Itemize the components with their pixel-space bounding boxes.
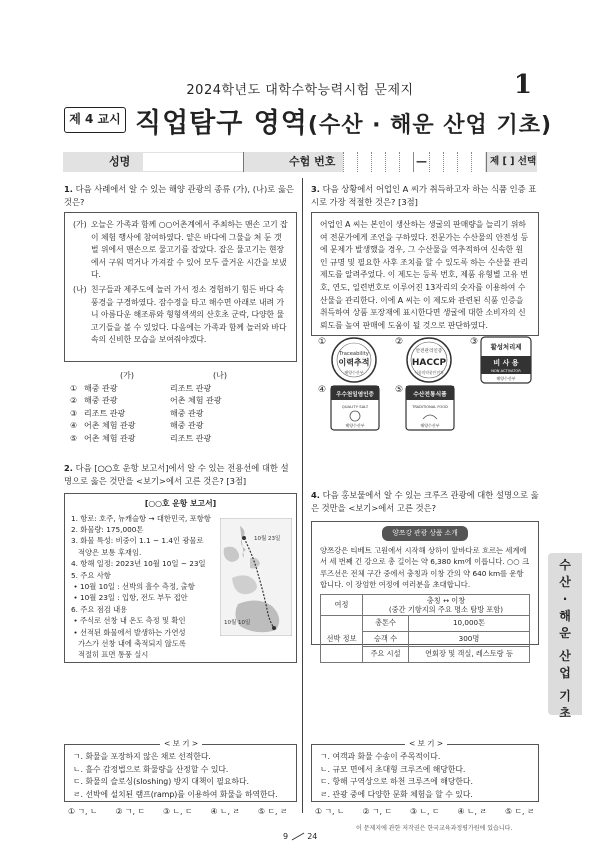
q2-choice[interactable]: ③ ㄴ, ㄷ — [163, 807, 193, 816]
q4-choices — [315, 806, 535, 817]
q4-bogi-box — [311, 744, 539, 802]
copyright-notice: 이 문제지에 관한 저작권은 한국교육과정평가원에 있습니다. — [356, 825, 513, 832]
cert5-bottom: 해양수산부 — [420, 423, 440, 428]
subject-side-tab — [548, 553, 582, 720]
q1-option-a: 해중 관광 — [84, 383, 118, 393]
q3-number: 3. — [311, 184, 320, 194]
q1-option[interactable] — [70, 433, 270, 446]
q1-option-b: 리조트 관광 — [170, 433, 212, 443]
q2-stem — [64, 462, 296, 488]
subject-sub: (수산 · 해운 산업 기초) — [307, 113, 553, 138]
cert3-en: NON ACTIVATOR — [491, 369, 521, 373]
q1-option[interactable] — [70, 395, 270, 408]
q3-num-5: ⑤ — [395, 385, 404, 395]
q2-report-line: 가스가 선창 내에 축적되지 않도록 — [71, 639, 186, 649]
q4-bogi-title: < 보 기 > — [405, 738, 447, 749]
side-tab-char: 산 — [559, 575, 571, 589]
cert4-bottom: 해양수산부 — [345, 423, 365, 428]
q3-stem-text: 다음 상황에서 어업인 A 씨가 취득하고자 하는 식품 인증 표시로 가장 적절한 것은? [3점] — [311, 184, 537, 207]
q2-bogi-item: ㄴ. 흘수 감정법으로 화물량을 산정할 수 있다. — [73, 764, 229, 774]
q1-option-number: ① — [70, 383, 78, 393]
q3-num-2: ② — [395, 337, 404, 347]
q2-report-line: • 주식로 선창 내 온도 측정 및 확인 — [71, 616, 186, 626]
cert3-bottom: 해양수산부 — [496, 376, 516, 381]
q3-num-1: ① — [318, 337, 327, 347]
q2-bogi-item: ㄷ. 화물의 슬로싱(sloshing) 방지 대책이 필요하다. — [73, 777, 249, 787]
q2-report-line: • 10월 23일 : 입항, 전도 부두 접안 — [71, 593, 188, 603]
q2-report-line: 1. 항로: 호주, 뉴캐슬항 → 대한민국, 포항항 — [71, 513, 211, 523]
info-bar — [63, 152, 537, 172]
q4-choice[interactable]: ⑤ ㄷ, ㄹ — [505, 807, 535, 816]
q2-report-line: 6. 주요 점검 내용 — [71, 604, 128, 614]
q4-route-note: (중간 기항지의 주요 명소 탐방 포함) — [388, 604, 504, 614]
q1-col-a: (가) — [120, 371, 134, 380]
q4-bogi-item: ㄷ. 항해 구역상으로 하천 크루즈에 해당한다. — [320, 777, 473, 787]
page-indicator — [283, 832, 317, 841]
page-total: 24 — [307, 832, 318, 841]
q4-row-value: 300명 — [409, 631, 530, 647]
side-tab-char: 산 — [559, 649, 571, 663]
q4-row-key: 승객 수 — [363, 631, 409, 647]
q1-option-b: 어촌 체험 관광 — [170, 396, 222, 406]
q1-option-a: 해중 관광 — [84, 396, 118, 406]
q1-box-a-text: 오늘은 가족과 함께 ○○어촌계에서 주최하는 맨손 고기 잡이 체험 행사에 참여하였다. 얕은 바다에 그물을 쳐 둔 갯벌 위에서 맨손으로 물고기를 잡았다. 잡은 물고기는 현장에서 구워 먹거나 가져갈 수 있어 모두 즐거운 시간을 보냈다. — [91, 220, 288, 280]
choice-label: 제 [ ] 선택 — [490, 156, 537, 167]
q1-col-b: (나) — [213, 371, 227, 380]
q2-bogi-box — [64, 744, 297, 802]
q1-option-b: 해중 관광 — [170, 421, 204, 431]
q2-bogi-item: ㄱ. 화물을 포장하지 않은 채로 선적한다. — [73, 752, 211, 761]
q2-report-line: 2. 화물량: 175,000톤 — [71, 525, 144, 534]
q2-report-title: [○○호 운항 보고서] — [144, 499, 217, 508]
q2-report-line: 4. 항해 일정: 2023년 10월 10일 ~ 23일 — [71, 559, 206, 569]
q2-choice[interactable]: ① ㄱ, ㄴ — [68, 807, 98, 816]
q1-option-a: 리조트 관광 — [84, 408, 126, 418]
traceability-mark-icon — [330, 336, 378, 384]
q4-promo-box — [311, 521, 539, 659]
q4-number: 4. — [311, 490, 320, 500]
q1-option-number: ② — [70, 396, 78, 406]
cert5-top: 수산전통식품 — [413, 392, 447, 398]
side-tab-char: 수 — [559, 558, 571, 572]
non-activator-mark-icon — [480, 336, 532, 384]
q3-stem — [311, 183, 541, 209]
cert1-bottom: 해양수산부 — [344, 370, 364, 375]
cert4-en: QUALITY SALT — [341, 404, 369, 409]
q1-box-b-label: (나) — [73, 284, 87, 294]
cert2-main: HACCP — [411, 358, 447, 368]
q2-report-box — [64, 493, 297, 663]
q2-stem-text: 다음 [○○호 운항 보고서]에서 알 수 있는 전용선에 대한 설명으로 옳은 것만을 <보기>에서 고른 것은? [3점] — [64, 463, 289, 486]
quality-salt-mark-icon — [330, 385, 380, 431]
q2-choice[interactable]: ④ ㄴ, ㄹ — [210, 807, 240, 816]
exam-number-field[interactable] — [343, 152, 485, 172]
side-tab-char: 운 — [559, 626, 571, 640]
side-tab-char: · — [562, 592, 568, 606]
q4-choice[interactable]: ③ ㄴ, ㄷ — [410, 807, 440, 816]
q2-map-label-departure: 10월 10일 — [224, 620, 251, 626]
q3-box-text: 어업인 A 씨는 본인이 생산하는 생굴의 판매량을 늘리기 위하여 전문가에게 조언을 구하였다. 전문가는 수산물의 안전성 등에 문제가 발생했을 경우, 그 수산물을 역추적하여 신속한 원인 규명 및 필요한 사후 조치를 할 수 있도록 하는 수산물 관리 제도를 알려주었다. 이 제도는 등록 번호, 제품 유형별 고유 번호, 연도, 일련번호로 이루어진 13자리의 숫자를 이용하여 수산물을 관리한다. 이에 A 씨는 이 제도와 관련된 식품 인증을 취득하여 상품 포장재에 표시한다면 생굴에 대한 소비자의 신뢰도를 높여 판매에 도움이 될 것으로 판단하였다. — [320, 220, 529, 330]
cert3-top: 활성처리제 — [490, 343, 522, 351]
q4-bogi-item: ㄴ. 규모 면에서 초대형 크루즈에 해당한다. — [320, 764, 466, 774]
q4-row-key: 주요 시설 — [363, 647, 409, 663]
q2-bogi-item: ㄹ. 선박에 설치된 램프(ramp)를 이용하여 화물을 하역한다. — [73, 789, 278, 799]
q1-option-b: 리조트 관광 — [170, 383, 212, 393]
q1-option-number: ④ — [70, 421, 78, 431]
q3-situation-box — [311, 212, 539, 336]
exam-number-dash: — — [413, 152, 429, 172]
q2-number: 2. — [64, 463, 73, 473]
q1-option-number: ⑤ — [70, 433, 78, 443]
name-label: 성명 — [109, 155, 131, 168]
cert2-bottom: 식품의약품안전처 — [414, 370, 444, 375]
q4-promo-title: 양쯔강 관광 상품 소개 — [382, 526, 468, 541]
column-divider — [302, 178, 303, 813]
q1-option[interactable] — [70, 383, 270, 396]
cert4-top: 우수천일염인증 — [336, 392, 374, 398]
q2-bogi-title: < 보 기 > — [160, 738, 202, 749]
q4-tour-table — [320, 594, 530, 663]
q4-bogi-item: ㄱ. 여객과 화물 수송이 주목적이다. — [320, 752, 441, 761]
q1-option-a: 어촌 체험 관광 — [84, 433, 136, 443]
exam-title: 2024학년도 대학수학능력시험 문제지 — [186, 83, 414, 98]
q2-report-line: 적절히 표면 통풍 실시 — [71, 650, 149, 660]
q1-stem-text: 다음 사례에서 알 수 있는 해양 관광의 종류 (가), (나)로 옳은 것은? — [64, 184, 294, 207]
side-tab-char: 해 — [559, 609, 571, 623]
q4-choice[interactable]: ② ㄱ, ㄷ — [362, 807, 392, 816]
q3-num-4: ④ — [318, 385, 327, 395]
q2-report-line: 적양은 보통 후재임. — [71, 547, 142, 557]
q1-box-b-text: 친구들과 제주도에 놀러 가서 정소 경험하기 힘든 바다 속 풍경을 구경하였다. 잠수정을 타고 해수면 아래로 내려 가니 아름다운 해조류와 형형색색의 산호초 군락, 다양한 물고기들을 볼 수 있었다. 다음에는 가족과 함께 놀러와 바다 속의 신비한 모습을 보여줘야겠다. — [91, 284, 287, 345]
subject-title — [135, 101, 552, 140]
q1-option-b: 해중 관광 — [170, 408, 204, 418]
q1-stem — [64, 183, 296, 209]
q2-report-line: 5. 주요 사항 — [71, 570, 111, 580]
cert3-mid: 비 사 용 — [493, 359, 519, 367]
period-badge: 제 4 교시 — [64, 107, 126, 133]
q4-stem-text: 다음 홍보물에서 알 수 있는 크루즈 관광에 대한 설명으로 옳은 것만을 <보기>에서 고른 것은? — [311, 490, 539, 513]
cert1-en: Traceability — [339, 351, 369, 357]
q4-choice[interactable]: ① ㄱ, ㄴ — [315, 807, 345, 816]
q2-choice[interactable]: ⑤ ㄷ, ㄹ — [258, 807, 288, 816]
q1-options — [70, 370, 270, 446]
q2-report-line: 3. 화물 특성: 비중이 1.1 ~ 1.4인 광물로 — [71, 536, 204, 546]
q4-row-value: 연회장 및 객실, 레스토랑 등 — [409, 647, 530, 663]
q4-choice[interactable]: ④ ㄴ, ㄹ — [457, 807, 487, 816]
haccp-mark-icon — [405, 336, 453, 384]
exam-number-label: 수험 번호 — [289, 155, 336, 168]
side-tab-char: 기 — [559, 689, 571, 703]
q2-report-line: • 선적된 화물에서 발생하는 가연성 — [71, 627, 186, 637]
q1-option-number: ③ — [70, 408, 78, 418]
q4-ship-info-label: 선박 정보 — [321, 615, 363, 662]
q2-choices — [68, 806, 288, 817]
name-field[interactable] — [143, 153, 243, 171]
side-tab-char: 초 — [559, 706, 571, 720]
q2-choice[interactable]: ② ㄱ, ㄷ — [115, 807, 145, 816]
q1-option[interactable] — [70, 408, 270, 421]
q4-stem — [311, 489, 541, 515]
q1-case-box — [64, 212, 297, 362]
q1-number: 1. — [64, 184, 73, 194]
q1-option-a: 어촌 체험 관광 — [84, 421, 136, 431]
q1-option[interactable] — [70, 420, 270, 433]
page-number: 1 — [513, 70, 532, 100]
q3-num-3: ③ — [470, 337, 479, 347]
q4-route-label: 여정 — [321, 594, 363, 615]
q2-route-map — [220, 518, 292, 636]
q4-row-key: 총톤수 — [363, 615, 409, 631]
subject-main: 직업탐구 영역 — [135, 108, 308, 139]
q4-promo-text: 양쯔강은 티베트 고원에서 시작해 상하이 앞바다로 흐르는 세계에서 세 번째 긴 강으로 총 길이는 약 6,380 km에 이릅니다. ○○ 크루즈선은 전체 구간 중에서 충칭과 이창 간의 약 640 km를 운항합니다. 이 장엄한 여정에 여러분을 초대합니다. — [320, 545, 530, 590]
q2-map-label-arrival: 10월 23일 — [254, 536, 281, 542]
q2-report-line: • 10월 10일 : 선박의 흘수 측정, 출항 — [71, 582, 195, 592]
q4-row-value: 10,000톤 — [409, 615, 530, 631]
cert2-top: 안전관리인증 — [415, 349, 443, 354]
cert5-en: TRADITIONAL FOOD — [412, 405, 448, 409]
traditional-food-mark-icon — [405, 385, 455, 431]
cert1-ko: 이력추적 — [338, 358, 370, 367]
q1-box-a-label: (가) — [73, 220, 87, 229]
page-current: 9 — [283, 832, 289, 841]
q4-bogi-item: ㄹ. 관광 중에 다양한 문화 체험을 할 수 있다. — [320, 789, 473, 799]
side-tab-char: 업 — [559, 666, 571, 680]
q4-route-value: 충칭 ↔ 이창 — [426, 595, 466, 605]
